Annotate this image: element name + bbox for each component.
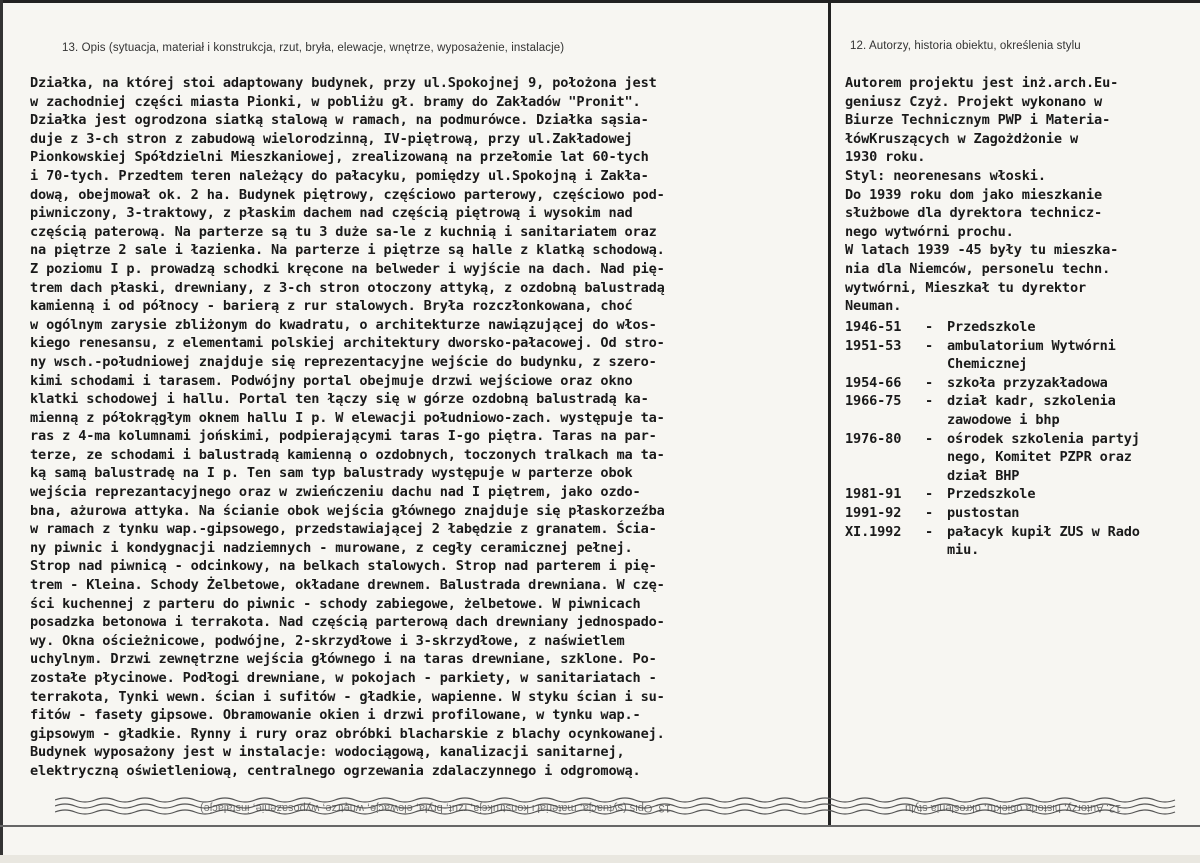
description-line: mienną z półokrągłym oknem hallu I p. W elewacji południowo-zach. występuje ta- — [30, 409, 665, 426]
description-line: ras z 4-ma kolumnami jońskimi, podpierającymi taras I-go piętra. Taras na par- — [30, 428, 657, 445]
timeline-description-line: szkoła przyzakładowa — [947, 374, 1108, 391]
timeline-entry — [845, 485, 1195, 504]
description-line: duje z 3-ch stron z zabudową wielorodzinną, IV-piętrową, przy ul.Zakładowej — [30, 130, 633, 147]
description-line: piwniczony, 3-traktowy, z płaskim dachem nad częścią piętrową i wysokim nad — [30, 205, 633, 222]
left-border — [0, 0, 3, 863]
timeline-entry — [845, 504, 1195, 523]
timeline-description — [947, 485, 1195, 504]
timeline-entry — [845, 392, 1195, 429]
timeline-dash: - — [925, 337, 934, 354]
authors-line: nia dla Niemców, personelu techn. — [845, 260, 1111, 277]
timeline-years: 1991-92 — [845, 504, 902, 521]
timeline-description-line: ambulatorium Wytwórni — [947, 337, 1116, 354]
timeline-dash: - — [925, 319, 934, 335]
timeline-dash: - — [925, 374, 934, 391]
description-line: częścią paterową. Na parterze są tu 3 duże sa-le z kuchnią i sanitariatem oraz — [30, 223, 657, 240]
timeline-dash: - — [925, 523, 934, 540]
authors-line: łówKruszących w Zagożdżonie w — [845, 130, 1078, 147]
description-line: kiego renesansu, z elementami polskiej architektury dworsko-pałacowej. Od stro- — [30, 335, 665, 352]
timeline-years: XI.1992 — [845, 523, 902, 540]
timeline-description-line: pustostan — [947, 504, 1020, 521]
history-timeline — [845, 318, 1195, 560]
description-line: klatki schodowej i hallu. Portal ten łączy się w górze ozdobną balustradą ka- — [30, 391, 649, 408]
bottom-printed-strip — [0, 790, 1200, 830]
timeline-description-line: pałacyk kupił ZUS w Rado — [947, 523, 1140, 540]
description-line: elektryczną oświetleniową, centralnego ogrzewania zdalaczynnego i odgromową. — [30, 762, 641, 779]
description-line: Strop nad piwnicą - odcinkowy, na belkach stalowych. Strop nad parterem i pię- — [30, 558, 657, 575]
description-line: ści kuchennej z parteru do piwnic - schody zabiegowe, żelbetowe. W piwnicach — [30, 595, 641, 612]
authors-line: 1930 roku. — [845, 149, 926, 166]
description-line: bna, ażurowa attyka. Na ścianie obok wejścia głównego znajduje się płaskorzeźba — [30, 502, 665, 519]
description-line: uchylnym. Drzwi zewnętrzne wejścia głównego i na taras drewniane, szklone. Po- — [30, 651, 657, 668]
authors-line: geniusz Czyż. Projekt wykonano w — [845, 93, 1103, 110]
timeline-dash: - — [925, 393, 934, 410]
timeline-entry — [845, 430, 1195, 486]
page-bottom-margin — [0, 855, 1200, 863]
description-text-block — [30, 74, 830, 781]
timeline-description-line: nego, Komitet PZPR oraz — [947, 449, 1132, 466]
authors-section-header: 12. Autorzy, historia obiektu, określenia stylu — [850, 40, 1081, 52]
description-line: terze, ze schodami i balustradą kamienną o ozdobnych, toczonych tralkach ma ta- — [30, 446, 665, 463]
description-line: Pionkowskiej Spółdzielni Mieszkaniowej, zrealizowaną na przełomie lat 60-tych — [30, 149, 649, 166]
timeline-description-line: Przedszkole — [947, 486, 1036, 503]
timeline-description — [947, 504, 1195, 523]
bleed-through-header-right: 12. Autorzy, historia obiektu, określenia stylu — [905, 802, 1122, 814]
timeline-description-line: ośrodek szkolenia partyj — [947, 430, 1140, 447]
description-line: Budynek wyposażony jest w instalacje: wodociągową, kanalizacji sanitarnej, — [30, 744, 625, 761]
description-line: ny piwnic i kondygnacji nadziemnych - murowane, z cegły ceramicznej pełnej. — [30, 539, 633, 556]
timeline-description-line: Przedszkole — [947, 319, 1036, 335]
timeline-dash: - — [925, 430, 934, 447]
timeline-description-line: zawodowe i bhp — [947, 411, 1060, 428]
description-line: trem dach płaski, drewniany, z 3-ch stron otoczony attyką, z ozdobną balustradą — [30, 279, 665, 296]
timeline-years: 1981-91 — [845, 486, 902, 503]
timeline-years: 1966-75 — [845, 393, 902, 410]
description-line: Działka, na której stoi adaptowany budynek, przy ul.Spokojnej 9, położona jest — [30, 75, 657, 91]
timeline-dash: - — [925, 486, 934, 503]
description-line: zostałe płycinowe. Podłogi drewniane, w pokojach - parkiety, w sanitariatach - — [30, 670, 657, 686]
description-line: trem - Kleina. Schody Żelbetowe, okładane drewnem. Balustrada drewniana. W czę- — [30, 577, 665, 594]
authors-line: służbowe dla dyrektora technicz- — [845, 205, 1103, 222]
description-line: kimi schodami i tarasem. Podwójny portal obejmuje drzwi wejściowe oraz okno — [30, 372, 633, 389]
description-line: w zachodniej części miasta Pionki, w pobliżu gł. bramy do Zakładów "Pronit". — [30, 93, 641, 110]
description-line: fitów - fasety gipsowe. Obramowanie okien i drzwi profilowane, w tynku wap.- — [30, 707, 641, 724]
timeline-description-line: Chemicznej — [947, 356, 1028, 373]
description-line: Z poziomu I p. prowadzą schodki kręcone na belweder i wyjście na dach. Nad pię- — [30, 260, 665, 277]
description-line: wy. Okna ościeżnicowe, podwójne, 2-skrzydłowe i 3-skrzydłowe, z naświetlem — [30, 632, 625, 649]
timeline-entry — [845, 337, 1195, 374]
timeline-description — [947, 337, 1195, 374]
bleed-through-header-left: 13. Opis (sytuacja, materiał i konstrukcja, rzut, bryła, elewacje, wnętrze, wyposażenie, instalacje) — [200, 802, 671, 814]
authors-line: Neuman. — [845, 298, 902, 315]
timeline-description-line: miu. — [947, 542, 980, 559]
authors-line: Biurze Technicznym PWP i Materia- — [845, 112, 1111, 129]
timeline-description — [947, 523, 1195, 560]
timeline-description-line: dział BHP — [947, 467, 1020, 484]
timeline-entry — [845, 523, 1195, 560]
description-section-header: 13. Opis (sytuacja, materiał i konstrukcja, rzut, bryła, elewacje, wnętrze, wyposażenie, instalacje) — [62, 42, 565, 54]
description-line: kamienną i od północy - barierą z rur stalowych. Bryła rozczłonkowana, choć — [30, 298, 633, 315]
authors-line: W latach 1939 -45 były tu mieszka- — [845, 242, 1119, 259]
description-line: dową, obejmował ok. 2 ha. Budynek piętrowy, częściowo parterowy, częściowo pod- — [30, 186, 665, 203]
authors-line: wytwórni, Mieszkał tu dyrektor — [845, 279, 1087, 296]
top-border — [0, 0, 1200, 3]
timeline-description — [947, 430, 1195, 486]
description-line: ny wsch.-południowej znajduje się reprezentacyjne wejście do budynku, z szero- — [30, 353, 657, 370]
timeline-description — [947, 392, 1195, 429]
timeline-years: 1951-53 — [845, 337, 902, 354]
description-line: posadzka betonowa i terrakota. Nad częścią parterową dach drewniany jednospado- — [30, 614, 665, 631]
timeline-description — [947, 374, 1195, 393]
timeline-description-line: dział kadr, szkolenia — [947, 393, 1116, 410]
authors-line: Styl: neorenesans włoski. — [845, 167, 1046, 184]
description-line: wejścia reprezantacyjnego oraz w zwieńczeniu dachu nad I piętrem, jako ozdo- — [30, 484, 641, 501]
timeline-dash: - — [925, 504, 934, 521]
description-line: terrakota, Tynki wewn. ścian i sufitów - gładkie, wapienne. W styku ścian i su- — [30, 688, 665, 705]
authors-line: nego wytwórni prochu. — [845, 223, 1014, 240]
description-line: Działka jest ogrodzona siatką stalową w ramach, na podmurówce. Działka sąsia- — [30, 112, 649, 129]
authors-line: Do 1939 roku dom jako mieszkanie — [845, 186, 1103, 203]
authors-line: Autorem projektu jest inż.arch.Eu- — [845, 75, 1119, 91]
timeline-entry — [845, 374, 1195, 393]
bottom-edge-line — [0, 825, 1200, 827]
description-line: na piętrze 2 sale i łazienka. Na parterze i piętrze są halle z klatką schodową. — [30, 242, 665, 259]
timeline-years: 1946-51 — [845, 319, 902, 335]
description-line: i 70-tych. Przedtem teren należący do pałacyku, pomiędzy ul.Spokojną i Zakła- — [30, 167, 649, 184]
timeline-years: 1976-80 — [845, 430, 902, 447]
timeline-entry — [845, 318, 1195, 337]
timeline-years: 1954-66 — [845, 374, 902, 391]
timeline-description — [947, 318, 1195, 337]
authors-text-block — [845, 74, 1195, 316]
description-line: w ramach z tynku wap.-gipsowego, przedstawiającej 2 łabędzie z granatem. Ścia- — [30, 521, 657, 538]
description-line: gipsowym - gładkie. Rynny i rury oraz obróbki blacharskie z blachy ocynkowanej. — [30, 725, 665, 742]
description-line: w ogólnym zarysie zbliżonym do kwadratu, o architekturze nawiązującej do włos- — [30, 316, 657, 333]
description-line: ką samą balustradę na I p. Ten sam typ balustrady występuje w parterze obok — [30, 465, 633, 482]
